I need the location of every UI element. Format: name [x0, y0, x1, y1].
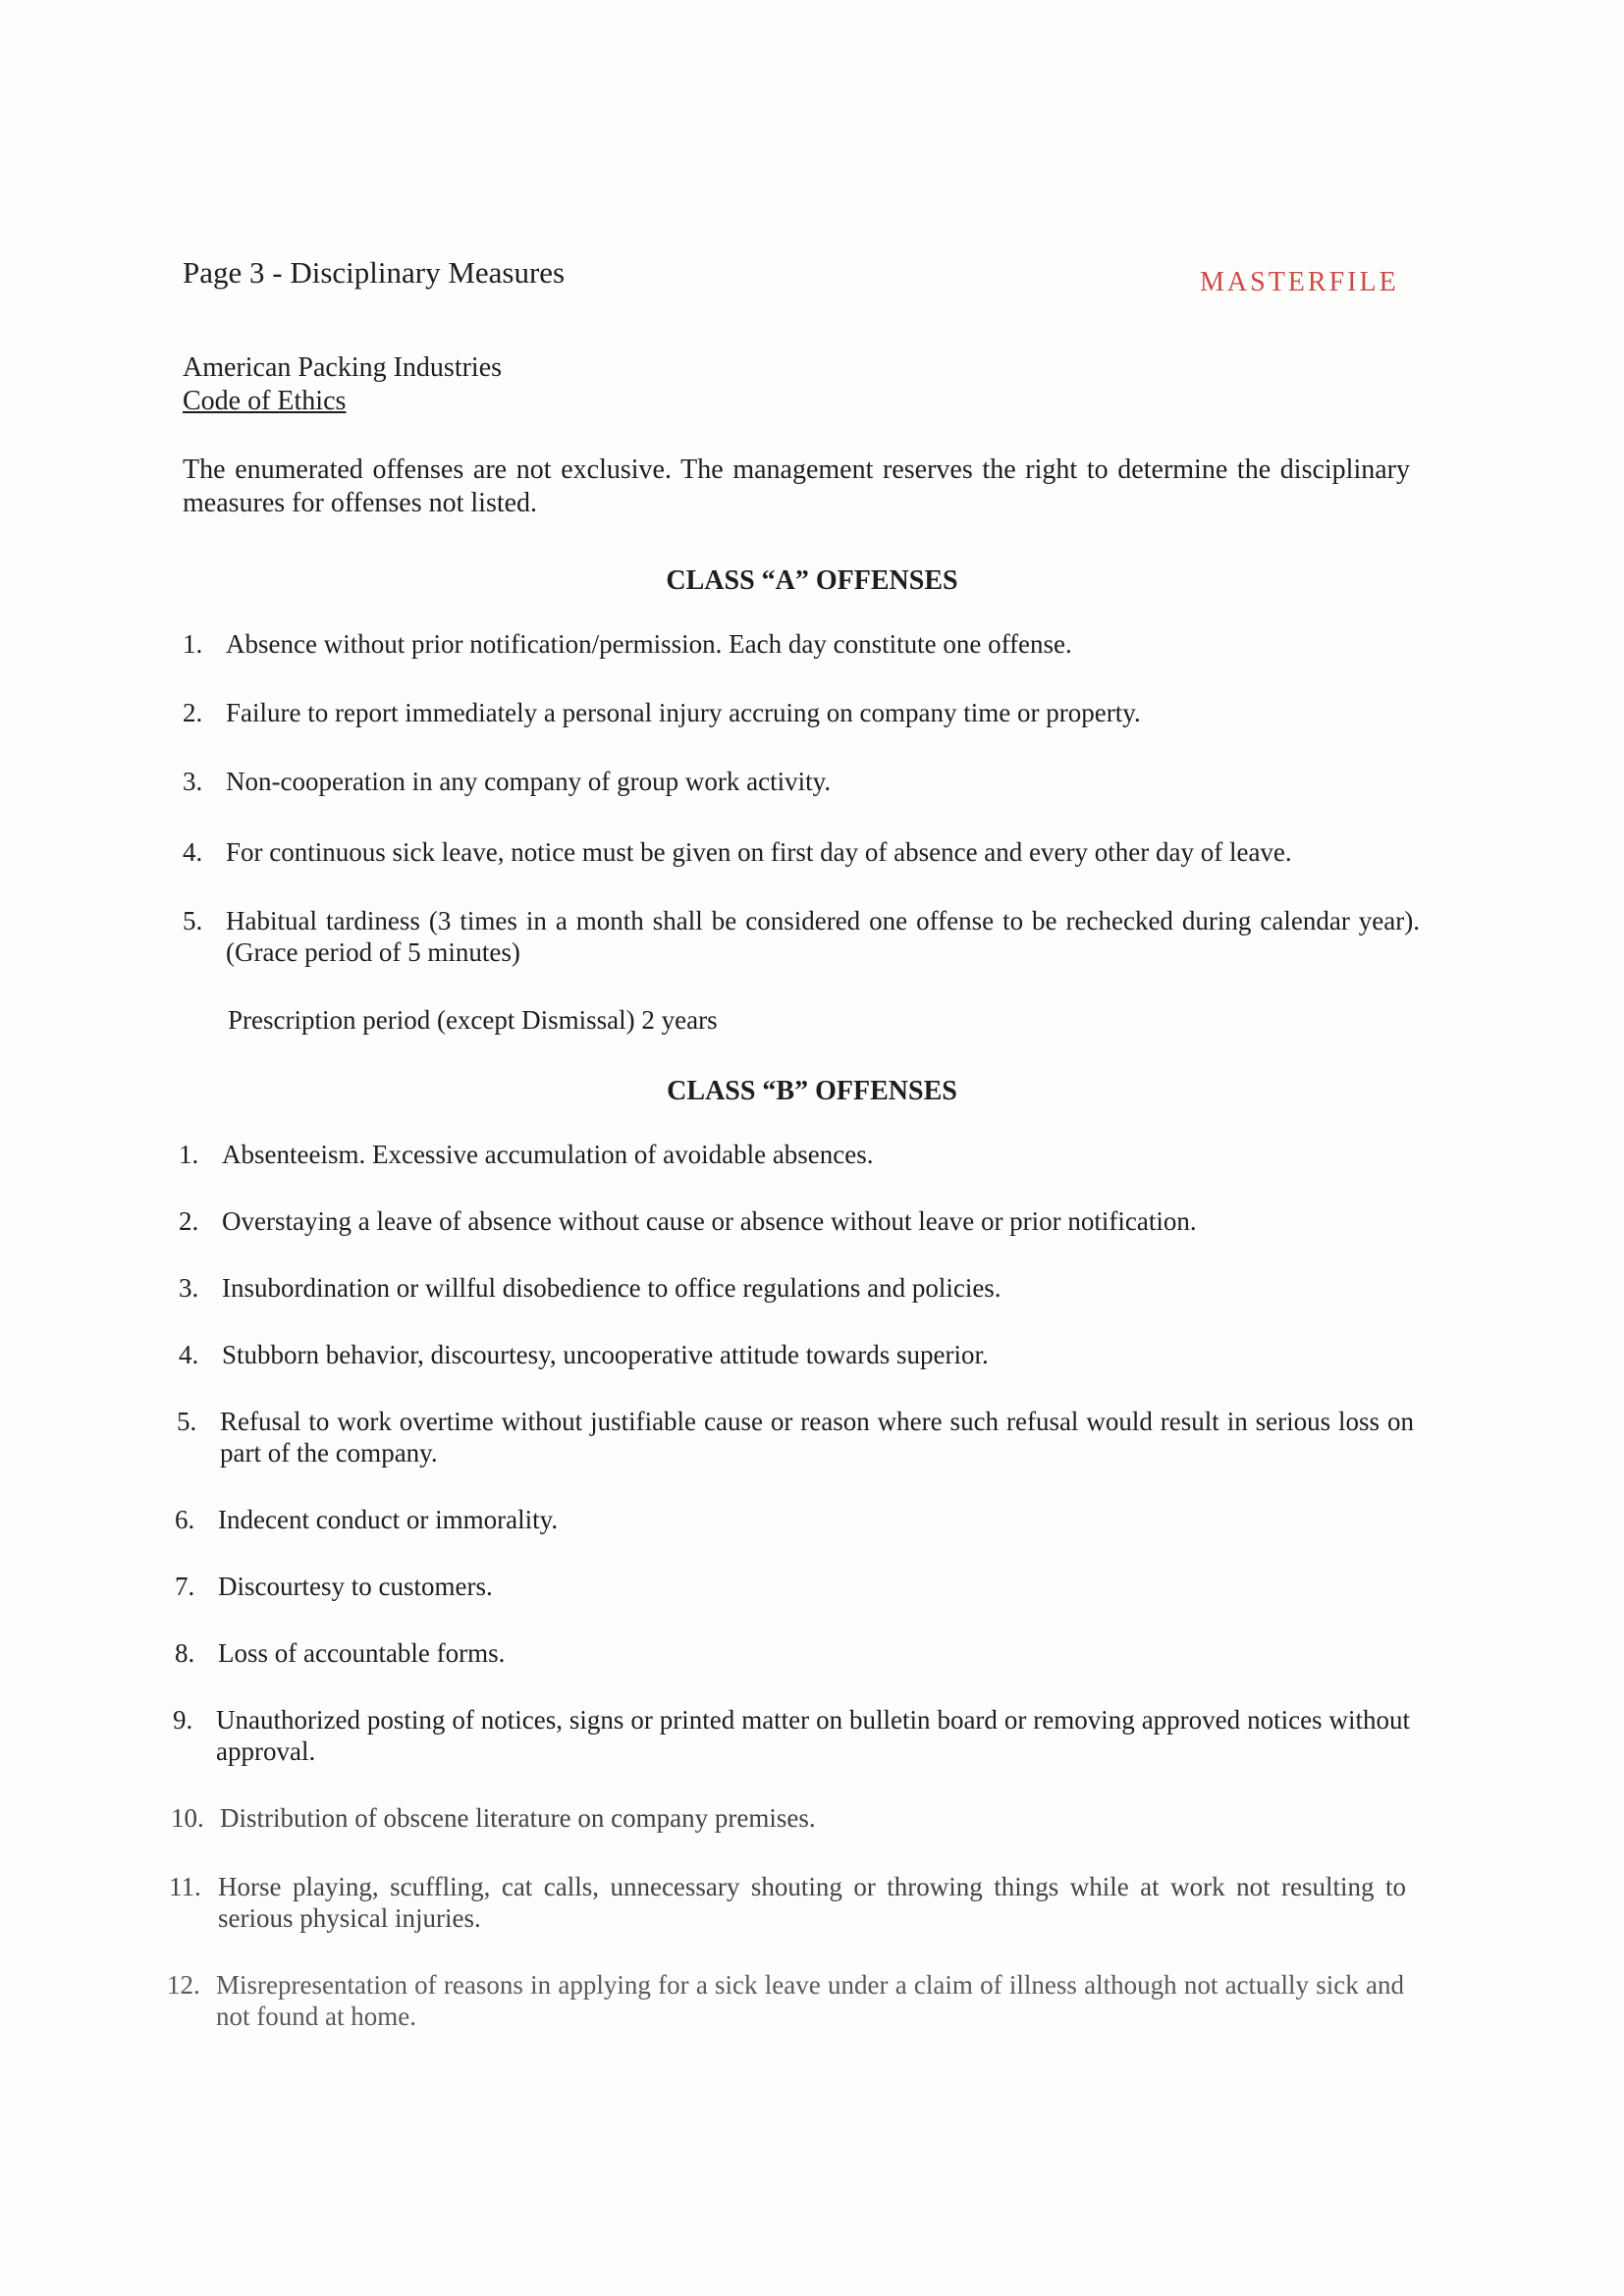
item-text: Discourtesy to customers. — [218, 1572, 493, 1601]
item-number: 5. — [177, 1407, 197, 1436]
list-item — [175, 1571, 1412, 1602]
item-number: 2. — [183, 698, 203, 727]
list-item — [179, 1205, 1416, 1237]
item-text: For continuous sick leave, notice must be given on first day of absence and every other day of leave. — [226, 837, 1292, 867]
list-item — [179, 1272, 1416, 1304]
item-number: 4. — [183, 837, 203, 867]
item-text: Failure to report immediately a personal injury accruing on company time or property. — [226, 698, 1141, 727]
prescription-period: Prescription period (except Dismissal) 2 years — [228, 1005, 718, 1035]
item-text: Indecent conduct or immorality. — [218, 1505, 559, 1534]
item-number: 11. — [169, 1872, 201, 1901]
item-number: 1. — [179, 1140, 199, 1169]
list-item — [169, 1871, 1406, 1934]
company-block — [183, 351, 502, 418]
list-item — [183, 836, 1420, 868]
item-number: 2. — [179, 1206, 199, 1236]
item-number: 7. — [175, 1572, 195, 1601]
list-item — [175, 1637, 1412, 1669]
list-item — [167, 1969, 1404, 2032]
list-item — [183, 697, 1420, 728]
list-item — [177, 1406, 1414, 1468]
item-number: 3. — [183, 767, 203, 796]
item-number: 9. — [173, 1705, 193, 1735]
item-number: 10. — [171, 1803, 204, 1833]
item-text: Distribution of obscene literature on company premises. — [220, 1803, 816, 1833]
page-title: Page 3 - Disciplinary Measures — [183, 255, 566, 290]
list-item — [173, 1704, 1410, 1767]
list-item — [183, 766, 1420, 797]
list-item — [175, 1504, 1412, 1535]
item-text: Insubordination or willful disobedience to office regulations and policies. — [222, 1273, 1001, 1303]
item-text: Horse playing, scuffling, cat calls, unnecessary shouting or throwing things while at work not resulting to serious physical injuries. — [218, 1872, 1406, 1933]
item-text: Habitual tardiness (3 times in a month shall be considered one offense to be rechecked during calendar year). (Grace period of 5 minutes) — [226, 906, 1420, 967]
intro-paragraph: The enumerated offenses are not exclusive. The management reserves the right to determine the disciplinary measures for offenses not listed. — [183, 454, 1410, 518]
list-item — [179, 1339, 1416, 1370]
item-number: 12. — [167, 1970, 200, 2000]
class-b-heading: CLASS “B” OFFENSES — [667, 1076, 957, 1106]
item-text: Absenteeism. Excessive accumulation of avoidable absences. — [222, 1140, 874, 1169]
item-text: Non-cooperation in any company of group work activity. — [226, 767, 832, 796]
item-text: Absence without prior notification/permission. Each day constitute one offense. — [226, 629, 1072, 659]
item-text: Loss of accountable forms. — [218, 1638, 506, 1668]
item-text: Overstaying a leave of absence without cause or absence without leave or prior notification. — [222, 1206, 1197, 1236]
item-text: Unauthorized posting of notices, signs or printed matter on bulletin board or removing approved notices without approval. — [216, 1705, 1410, 1766]
item-text: Refusal to work overtime without justifiable cause or reason where such refusal would result in serious loss on part of the company. — [220, 1407, 1414, 1468]
list-item — [171, 1802, 1408, 1834]
company-name: American Packing Industries — [183, 352, 503, 383]
item-number: 3. — [179, 1273, 199, 1303]
item-number: 5. — [183, 906, 203, 935]
item-number: 1. — [183, 629, 203, 659]
item-number: 6. — [175, 1505, 195, 1534]
item-number: 4. — [179, 1340, 199, 1369]
item-text: Misrepresentation of reasons in applying for a sick leave under a claim of illness although not actually sick and not found at home. — [216, 1970, 1404, 2031]
list-item — [179, 1139, 1416, 1170]
list-item — [183, 905, 1420, 968]
class-a-heading: CLASS “A” OFFENSES — [666, 565, 958, 596]
masterfile-stamp: MASTERFILE — [1200, 267, 1399, 297]
code-of-ethics-title: Code of Ethics — [183, 386, 347, 416]
list-item — [183, 628, 1420, 660]
item-number: 8. — [175, 1638, 195, 1668]
item-text: Stubborn behavior, discourtesy, uncooperative attitude towards superior. — [222, 1340, 989, 1369]
